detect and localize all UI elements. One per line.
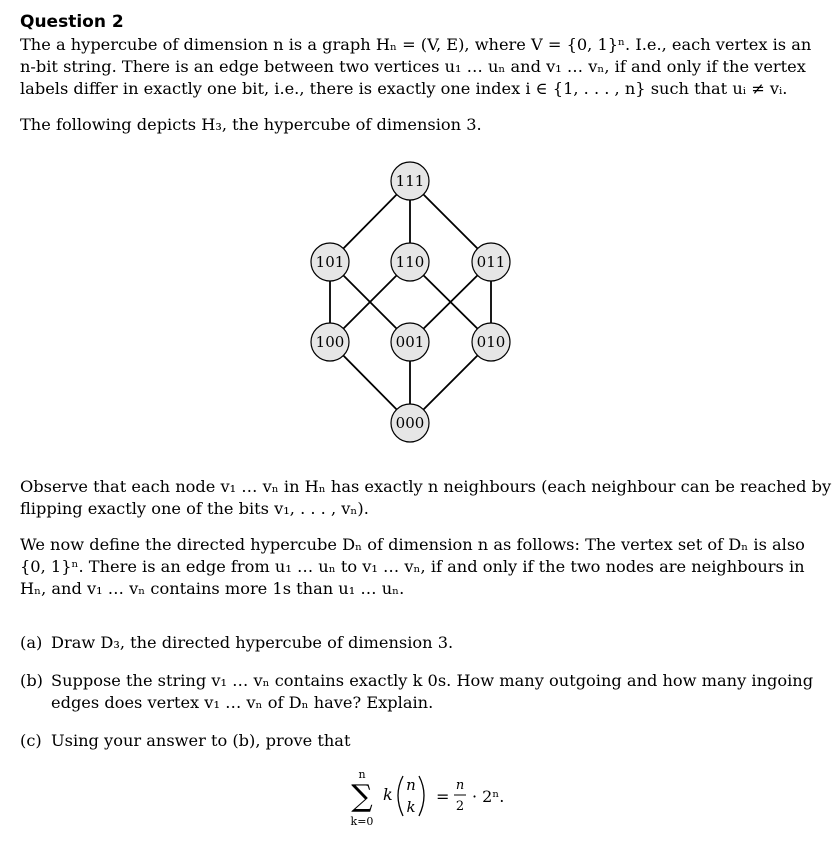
subquestion-label: (b)	[20, 671, 43, 690]
node-label: 111	[395, 172, 425, 190]
node-label: 000	[395, 414, 425, 432]
sum-formula	[351, 768, 505, 828]
fraction-numerator: n	[455, 778, 465, 793]
node-label: 010	[476, 333, 506, 351]
node-010	[472, 323, 510, 361]
node-label: 100	[315, 333, 345, 351]
node-011	[472, 243, 510, 281]
subquestion-text: Draw D₃, the directed hypercube of dimension 3.	[51, 633, 454, 652]
equals-sign: =	[436, 787, 450, 806]
binomial-right-paren	[419, 776, 424, 816]
node-label: 011	[476, 253, 506, 271]
binomial-left-paren	[398, 776, 403, 816]
question-heading: Question 2	[20, 12, 124, 32]
node-111	[391, 162, 429, 200]
subquestion-text: Suppose the string v₁ … vₙ contains exactly k 0s. How many outgoing and how many ingoing	[51, 671, 814, 690]
subquestion-text: Using your answer to (b), prove that	[51, 731, 351, 750]
sum-symbol: ∑	[351, 779, 373, 814]
subquestion-label: (a)	[20, 633, 43, 652]
paragraph-line: {0, 1}ⁿ. There is an edge from u₁ … uₙ to v₁ … vₙ, if and only if the two nodes are neighbours in	[20, 557, 805, 576]
sum-lower-limit: k=0	[350, 815, 374, 828]
node-label: 001	[395, 333, 425, 351]
node-label: 101	[315, 253, 345, 271]
paragraph-line: The following depicts H₃, the hypercube of dimension 3.	[20, 115, 482, 134]
paragraph-line: flipping exactly one of the bits v₁, . . . , vₙ).	[20, 499, 369, 518]
paragraph-line: n-bit string. There is an edge between two vertices u₁ … uₙ and v₁ … vₙ, if and only if the vertex	[20, 57, 806, 76]
subquestion-text: edges does vertex v₁ … vₙ of Dₙ have? Explain.	[51, 693, 434, 712]
binomial-bottom: k	[406, 798, 416, 816]
paragraph-line: Observe that each node v₁ … vₙ in Hₙ has exactly n neighbours (each neighbour can be reached by	[20, 477, 832, 496]
sum-coefficient: k	[383, 785, 393, 804]
node-101	[311, 243, 349, 281]
node-000	[391, 404, 429, 442]
paragraph-line: The a hypercube of dimension n is a graph Hₙ = (V, E), where V = {0, 1}ⁿ. I.e., each vertex is an	[20, 35, 812, 54]
sum-upper-limit: n	[358, 768, 366, 781]
edge-layer	[330, 181, 491, 423]
paragraph-line: We now define the directed hypercube Dₙ of dimension n as follows: The vertex set of Dₙ is also	[20, 535, 805, 554]
node-100	[311, 323, 349, 361]
binomial-top: n	[406, 776, 416, 794]
fraction-denominator: 2	[455, 799, 465, 814]
paragraph-line: Hₙ, and v₁ … vₙ contains more 1s than u₁ … uₙ.	[20, 579, 405, 598]
node-110	[391, 243, 429, 281]
node-label: 110	[395, 253, 425, 271]
node-001	[391, 323, 429, 361]
formula-tail: · 2ⁿ.	[472, 787, 505, 806]
subquestion-label: (c)	[20, 731, 42, 750]
paragraph-line: labels differ in exactly one bit, i.e., there is exactly one index i ∈ {1, . . . , n} such that uᵢ ≠ vᵢ.	[20, 79, 788, 98]
